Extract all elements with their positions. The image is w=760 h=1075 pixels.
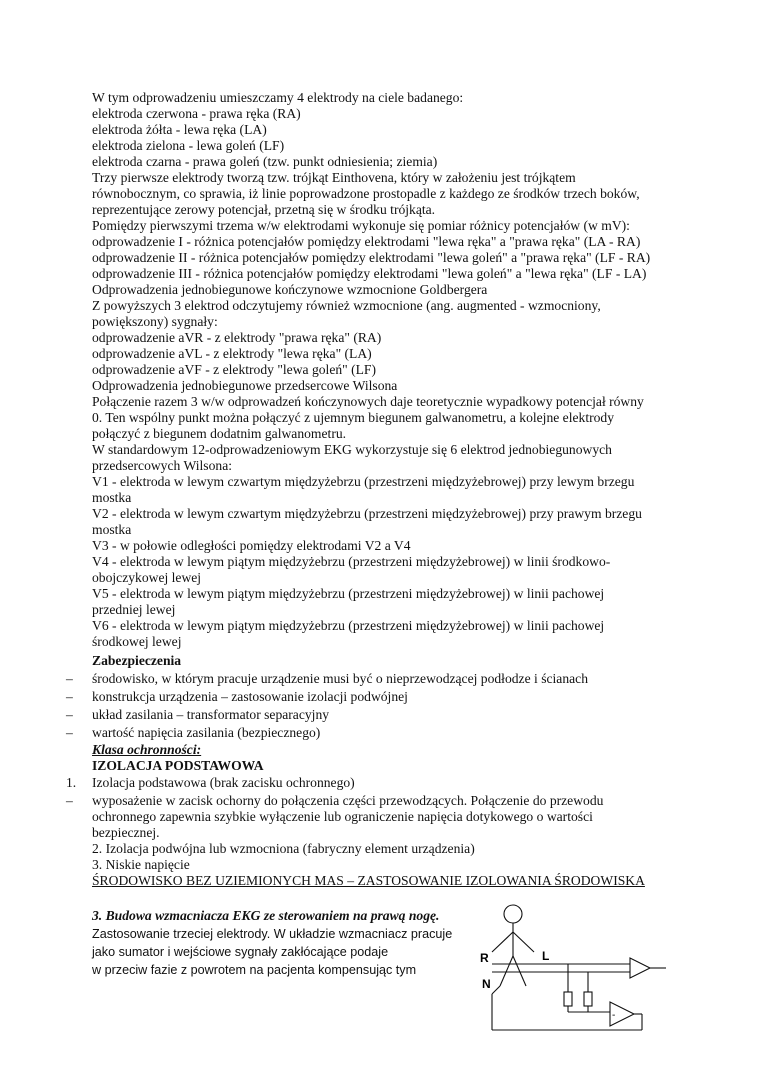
klasa-heading: Klasa ochronności: <box>92 742 202 757</box>
text-line: odprowadzenie aVF - z elektrody "lewa goleń" (LF) <box>92 362 377 377</box>
text-line: Połączenie razem 3 w/w odprowadzeń kończynowych daje teoretycznie wypadkowy potencjał równy <box>92 394 644 409</box>
text-line: V4 - elektroda w lewym piątym międzyżebrzu (przestrzeni międzyżebrowej) w linii środkowo- <box>92 554 611 569</box>
environment-heading: ŚRODOWISKO BEZ UZIEMIONYCH MAS – ZASTOSOWANIE IZOLOWANIA ŚRODOWISKA <box>92 873 645 888</box>
section-heading: Odprowadzenia jednobiegunowe kończynowe wzmocnione Goldbergera <box>92 282 488 297</box>
label-r: R <box>480 951 489 965</box>
text-line: odprowadzenie III - różnica potencjałów pomiędzy elektrodami "lewa goleń" a "lewa ręka" (LF - LA) <box>92 266 647 281</box>
text-line: Zastosowanie trzeciej elektrody. W układzie wzmacniacz pracuje <box>92 927 453 941</box>
list-item: Izolacja podstawowa (brak zacisku ochronnego) <box>92 775 355 790</box>
text-line: W standardowym 12-odprowadzeniowym EKG wykorzystuje się 6 elektrod jednobiegunowych <box>92 442 612 457</box>
text-line: 0. Ten wspólny punkt można połączyć z ujemnym biegunem galwanometru, a kolejne elektrody <box>92 410 615 425</box>
text-line: obojczykowej lewej <box>92 570 202 585</box>
text-line: w przeciw fazie z powrotem na pacjenta kompensując tym <box>92 963 417 977</box>
label-n: N <box>482 977 491 991</box>
text-line: powiększony) sygnały: <box>92 314 218 329</box>
text-line: V2 - elektroda w lewym czwartym międzyżebrzu (przestrzeni międzyżebrowej) przy prawym brzegu <box>92 506 642 521</box>
zabezpieczenia-heading: Zabezpieczenia <box>92 653 182 668</box>
list-item: konstrukcja urządzenia – zastosowanie izolacji podwójnej <box>92 689 408 704</box>
list-number: 1. <box>66 775 77 790</box>
text-line: V3 - w połowie odległości pomiędzy elektrodami V2 a V4 <box>92 538 411 553</box>
list-item-continued: bezpiecznej. <box>92 825 160 840</box>
klasa-subheading: IZOLACJA PODSTAWOWA <box>92 758 264 773</box>
text-line: przedsercowych Wilsona: <box>92 458 232 473</box>
list-item-continued: ochronnego zapewnia szybkie wyłączenie lub ograniczenie napięcia dotykowego o wartości <box>92 809 593 824</box>
text-line: połączyć z biegunem dodatnim galwanometru. <box>92 426 347 441</box>
text-line: przedniej lewej <box>92 602 176 617</box>
minus-sign: - <box>612 1010 616 1021</box>
bullet-dash: – <box>66 707 73 722</box>
text-line: odprowadzenie II - różnica potencjałów pomiędzy elektrodami "lewa goleń" a "prawa ręka" (LF - RA) <box>92 250 651 265</box>
text-line: V5 - elektroda w lewym piątym międzyżebrzu (przestrzeni międzyżebrowej) w linii pachowej <box>92 586 605 601</box>
text-line: środkowej lewej <box>92 634 182 649</box>
head-shape <box>504 905 522 923</box>
bullet-dash: – <box>66 689 73 704</box>
text-line: jako sumator i wejściowe sygnały zakłócające podaje <box>92 945 389 959</box>
text-line: odprowadzenie aVL - z elektrody "lewa ręka" (LA) <box>92 346 372 361</box>
text-line: równobocznym, co sprawia, iż linie poprowadzone prostopadle z każdego ze środków trzech boków, <box>92 186 640 201</box>
text-line: V1 - elektroda w lewym czwartym międzyżebrzu (przestrzeni międzyżebrowej) przy lewym brzegu <box>92 474 635 489</box>
text-line: reprezentujące zerowy potencjał, przetną się w środku trójkąta. <box>92 202 436 217</box>
bullet-dash: – <box>66 793 73 808</box>
bullet-dash: – <box>66 725 73 740</box>
text-line: elektroda czerwona - prawa ręka (RA) <box>92 106 301 121</box>
text-line: elektroda zielona - lewa goleń (LF) <box>92 138 285 153</box>
text-line: V6 - elektroda w lewym piątym międzyżebrzu (przestrzeni międzyżebrowej) w linii pachowej <box>92 618 605 633</box>
rld-circuit-figure <box>470 900 670 1040</box>
text-line: odprowadzenie I - różnica potencjałów pomiędzy elektrodami "lewa ręka" a "prawa ręka" (LA - RA) <box>92 234 641 249</box>
text-line: Pomiędzy pierwszymi trzema w/w elektrodami wykonuje się pomiar różnicy potencjałów (w mV): <box>92 218 630 233</box>
label-l: L <box>542 949 550 963</box>
text-line: 3. Niskie napięcie <box>92 857 190 872</box>
text-line: W tym odprowadzeniu umieszczamy 4 elektrody na ciele badanego: <box>92 90 464 105</box>
list-item: środowisko, w którym pracuje urządzenie musi być o nieprzewodzącej podłodze i ścianach <box>92 671 588 686</box>
text-line: Z powyższych 3 elektrod odczytujemy również wzmocnione (ang. augmented - wzmocniony, <box>92 298 601 313</box>
text-line: Trzy pierwsze elektrody tworzą tzw. trójkąt Einthovena, który w założeniu jest trójkątem <box>92 170 576 185</box>
text-line: mostka <box>92 490 132 505</box>
list-item: wyposażenie w zacisk ochorny do połączenia części przewodzących. Połączenie do przewodu <box>92 793 604 808</box>
text-line: odprowadzenie aVR - z elektrody "prawa ręka" (RA) <box>92 330 382 345</box>
section-heading: Odprowadzenia jednobiegunowe przedsercowe Wilsona <box>92 378 398 393</box>
list-item: układ zasilania – transformator separacyjny <box>92 707 330 722</box>
bullet-dash: – <box>66 671 73 686</box>
text-line: 2. Izolacja podwójna lub wzmocniona (fabryczny element urządzenia) <box>92 841 475 856</box>
budowa-heading: 3. Budowa wzmacniacza EKG ze sterowaniem na prawą nogę. <box>92 908 440 923</box>
list-item: wartość napięcia zasilania (bezpiecznego) <box>92 725 321 740</box>
text-line: mostka <box>92 522 132 537</box>
text-line: elektroda żółta - lewa ręka (LA) <box>92 122 267 137</box>
text-line: elektroda czarna - prawa goleń (tzw. punkt odniesienia; ziemia) <box>92 154 438 169</box>
